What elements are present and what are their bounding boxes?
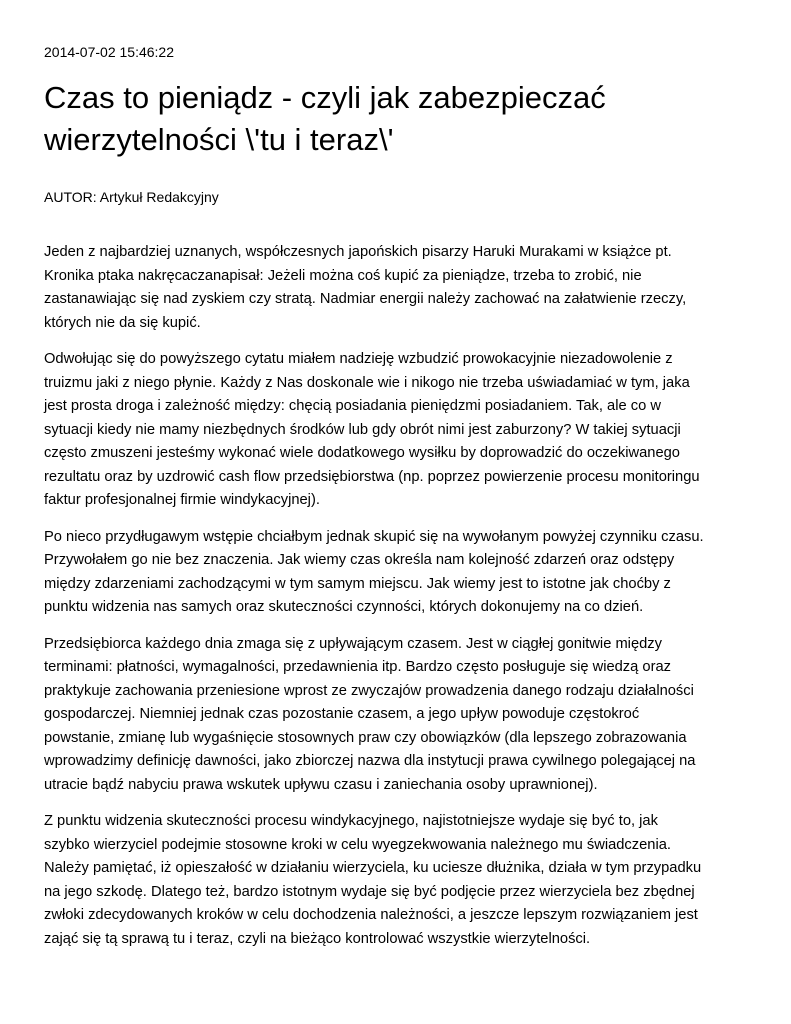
paragraph-line: Przywołałem go nie bez znaczenia. Jak wiemy czas określa nam kolejność zdarzeń oraz odstępy xyxy=(44,552,675,568)
paragraph xyxy=(44,241,756,335)
paragraph-line: Odwołując się do powyższego cytatu miałem nadzieję wzbudzić prowokacyjnie niezadowolenie z xyxy=(44,351,673,367)
paragraph-line: praktykuje zachowania przeniesione wprost ze zwyczajów prowadzenia danego rodzaju działalności xyxy=(44,682,694,699)
paragraph-line: zwłoki zdecydowanych kroków w celu dochodzenia należności, a jeszcze lepszym rozwiązaniem jest xyxy=(44,907,698,923)
paragraph-line: Jeden z najbardziej uznanych, współczesnych japońskich pisarzy Haruki Murakami w książce pt. xyxy=(44,244,672,260)
paragraph-line: Kronika ptaka nakręcaczanapisał: Jeżeli można coś kupić za pieniądze, trzeba to zrobić, nie xyxy=(44,267,642,284)
paragraph-line: sytuacji kiedy nie mamy niezbędnych środków lub gdy obrót nimi jest zaburzony? W takiej sytuacji xyxy=(44,421,681,438)
publication-timestamp: 2014-07-02 15:46:22 xyxy=(44,44,174,60)
paragraph-line: gospodarczej. Niemniej jednak czas pozostanie czasem, a jego upływ powoduje częstokroć xyxy=(44,706,640,722)
paragraph-line: między zdarzeniami zachodzącymi w tym samym miejscu. Jak wiemy jest to istotne jak choćby z xyxy=(44,575,671,592)
paragraph-line: punktu widzenia nas samych oraz skuteczności czynności, których dokonujemy na co dzień. xyxy=(44,599,644,615)
article-body xyxy=(44,241,756,964)
paragraph-line: zastanawiając się nad zyskiem czy stratą. Nadmiar energii należy zachować na załatwienie rzeczy, xyxy=(44,291,687,307)
title-line: wierzytelności \'tu i teraz\' xyxy=(44,122,394,157)
paragraph-line: rezultatu oraz by uzdrowić cash flow przedsiębiorstwa (np. poprzez powierzenie procesu monitoringu xyxy=(44,468,700,485)
paragraph-line: Po nieco przydługawym wstępie chciałbym jednak skupić się na wywołanym powyżej czynniku czasu. xyxy=(44,528,704,545)
paragraph-line: szybko wierzyciel podejmie stosowne kroki w celu wyegzekwowania należnego mu świadczenia. xyxy=(44,836,671,853)
paragraph-line: których nie da się kupić. xyxy=(44,314,201,331)
paragraph-line: Z punktu widzenia skuteczności procesu windykacyjnego, najistotniejsze wydaje się być to, jak xyxy=(44,813,658,829)
paragraph xyxy=(44,633,756,798)
paragraph-line: powstanie, zmianę lub wygaśnięcie stosownych praw czy obowiązków (dla lepszego zobrazowania xyxy=(44,729,687,746)
paragraph-line: jest prosta droga i zależność między: chęcią posiadania pieniędzmi posiadaniem. Tak, ale co w xyxy=(44,398,661,414)
paragraph xyxy=(44,526,756,620)
paragraph-line: faktur profesjonalnej firmie windykacyjnej). xyxy=(44,492,320,508)
paragraph-line: na jego szkodę. Dlatego też, bardzo istotnym wydaje się być podjęcie przez wierzyciela bez zbędnej xyxy=(44,883,695,900)
paragraph-line: wprowadzimy definicję dawności, jako zbiorczej nazwa dla instytucji prawa cywilnego polegającej na xyxy=(44,753,696,769)
paragraph-line: zająć się tą sprawą tu i teraz, czyli na bieżąco kontrolować wszystkie wierzytelności. xyxy=(44,930,591,947)
article-title xyxy=(44,77,744,161)
title-line: Czas to pieniądz - czyli jak zabezpieczać xyxy=(44,80,606,115)
paragraph-line: Należy pamiętać, iż opieszałość w działaniu wierzyciela, ku uciesze dłużnika, działa w tym przypadku xyxy=(44,860,702,876)
paragraph-line: truizmu jaki z niego płynie. Każdy z Nas doskonale wie i nikogo nie trzeba uświadamiać w tym, jaka xyxy=(44,374,690,391)
paragraph xyxy=(44,348,756,513)
article-author: AUTOR: Artykuł Redakcyjny xyxy=(44,189,219,205)
paragraph-line: terminami: płatności, wymagalności, przedawnienia itp. Bardzo często posługuje się wiedzą oraz xyxy=(44,659,671,675)
paragraph-line: Przedsiębiorca każdego dnia zmaga się z upływającym czasem. Jest w ciągłej gonitwie między xyxy=(44,635,662,652)
paragraph-line: często zmuszeni jesteśmy wykonać wiele dodatkowego wysiłku by doprowadzić do oczekiwanego xyxy=(44,445,680,461)
paragraph-line: utracie bądź nabyciu prawa wskutek upływu czasu i zaniechania osoby uprawnionej). xyxy=(44,776,598,793)
paragraph xyxy=(44,810,756,951)
